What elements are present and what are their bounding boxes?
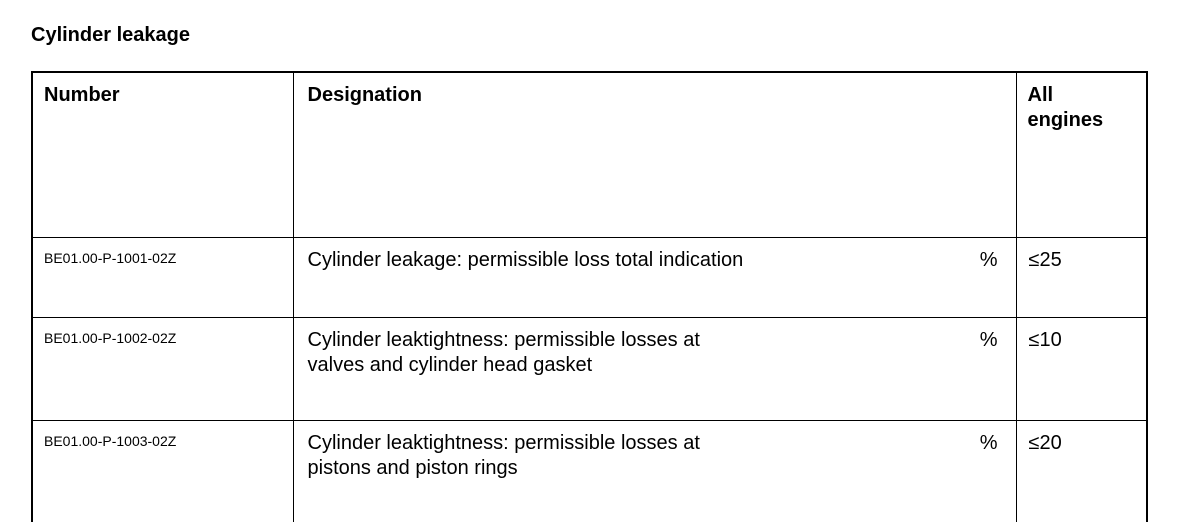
row-designation: Cylinder leaktightness: permissible losses at pistons and piston rings [307, 432, 700, 479]
row-unit: % [979, 432, 998, 454]
row-value: ≤10 [1016, 318, 1147, 421]
row-number: BE01.00-P-1001-02Z [32, 238, 293, 318]
row-value: ≤25 [1016, 238, 1147, 318]
row-designation-cell [293, 318, 1016, 421]
row-value: ≤20 [1016, 421, 1147, 522]
table-row [32, 318, 1147, 421]
row-designation: Cylinder leaktightness: permissible losses at valves and cylinder head gasket [307, 329, 700, 376]
specification-table [31, 71, 1148, 522]
table-row [32, 421, 1147, 522]
header-number: Number [32, 72, 293, 238]
page-title: Cylinder leakage [31, 24, 190, 46]
row-unit: % [979, 329, 998, 351]
row-number: BE01.00-P-1003-02Z [32, 421, 293, 522]
row-designation: Cylinder leakage: permissible loss total indication [307, 249, 744, 271]
header-designation: Designation [293, 72, 1016, 238]
row-designation-cell [293, 238, 1016, 318]
table-header-row [32, 72, 1147, 238]
row-designation-cell [293, 421, 1016, 522]
header-all-engines: All engines [1016, 72, 1147, 238]
table-row [32, 238, 1147, 318]
row-number: BE01.00-P-1002-02Z [32, 318, 293, 421]
row-unit: % [979, 249, 998, 271]
